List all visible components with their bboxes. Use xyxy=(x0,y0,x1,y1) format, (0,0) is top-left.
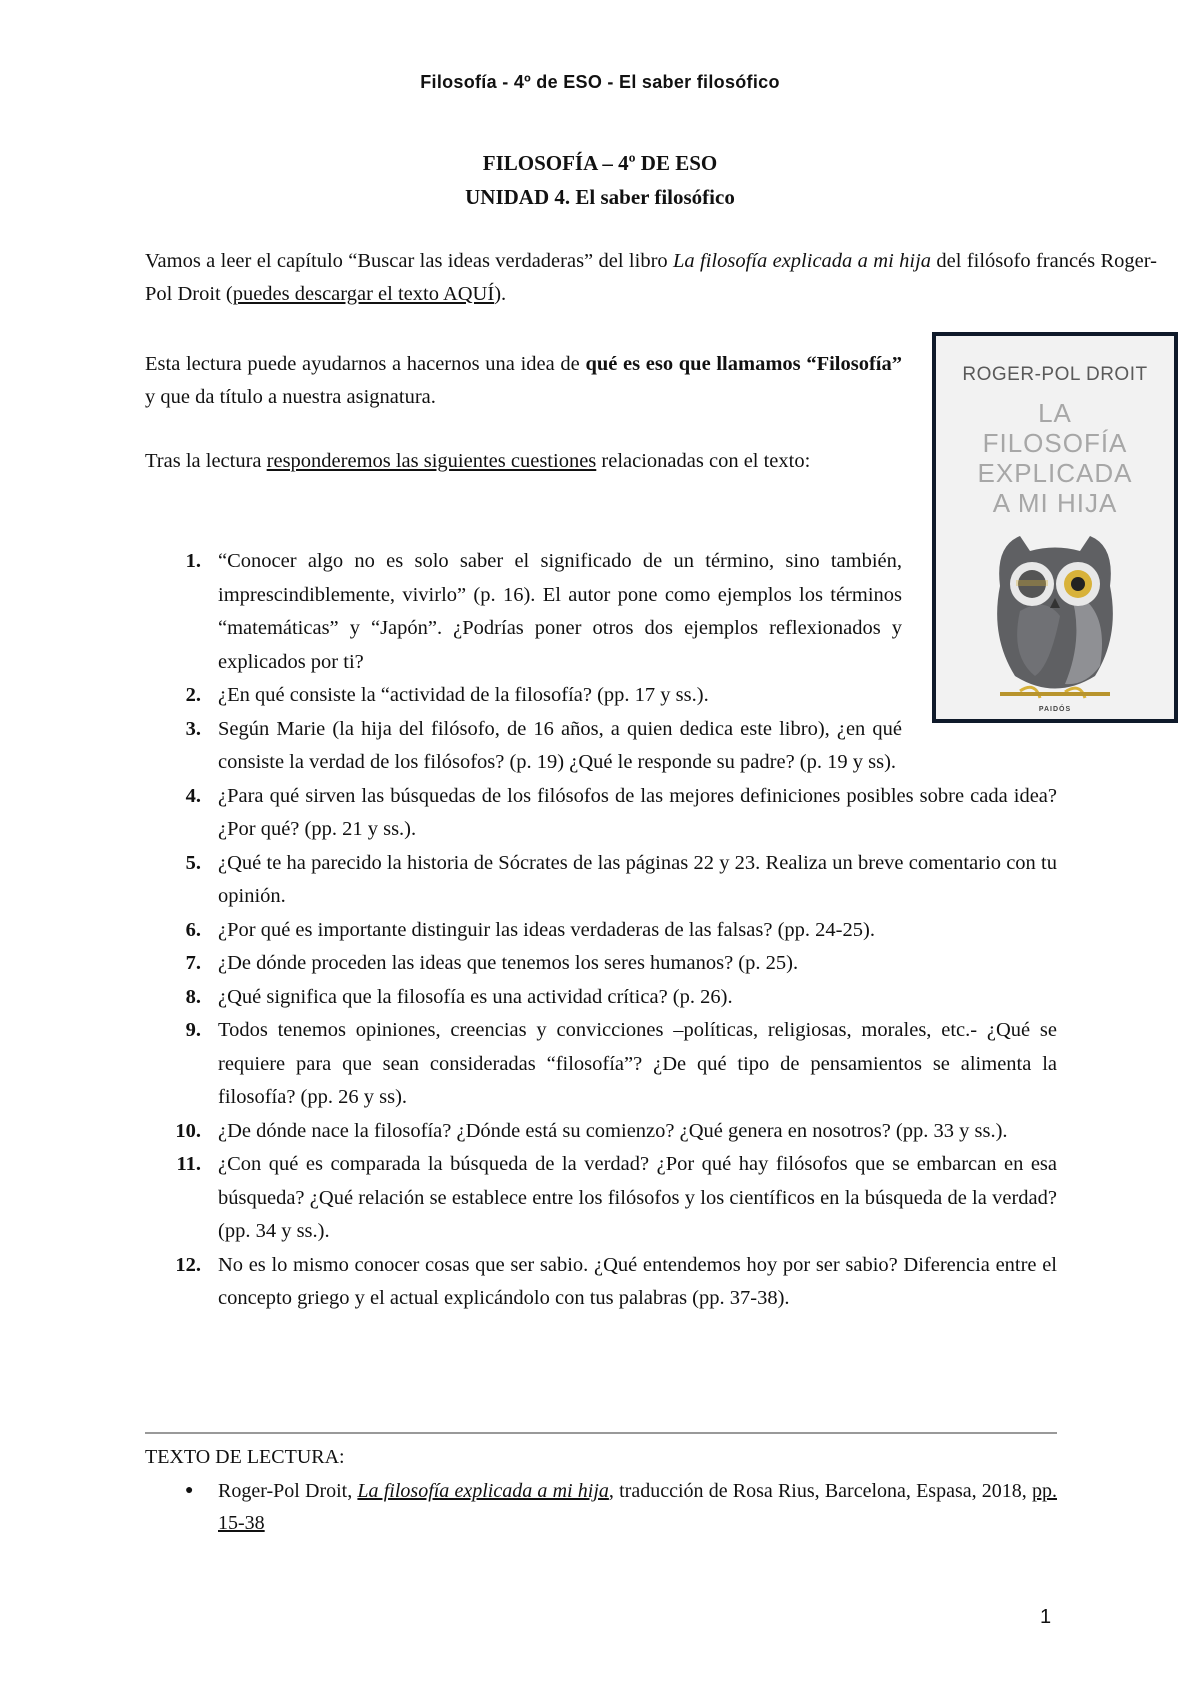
book-cover-title xyxy=(936,398,1174,518)
reading-reference xyxy=(145,1475,1057,1539)
paragraph-2 xyxy=(145,348,902,414)
question-text: ¿De dónde proceden las ideas que tenemos los seres humanos? (p. 25). xyxy=(218,952,799,974)
question-text: ¿Por qué es importante distinguir las ideas verdaderas de las falsas? (pp. 24-25). xyxy=(218,918,875,941)
para3-post: relacionadas con el texto: xyxy=(596,450,811,472)
book-cover-title-line: FILOSOFÍA xyxy=(982,428,1128,458)
question-text: ¿En qué consiste la “actividad de la filosofía? (pp. 17 y ss.). xyxy=(218,684,709,706)
question-number: 7. xyxy=(185,952,201,974)
question-number: 12. xyxy=(175,1253,201,1276)
para3-pre: Tras la lectura xyxy=(145,450,267,472)
questions-list xyxy=(145,545,1057,1316)
list-item xyxy=(145,1249,1057,1316)
book-cover-title-line: A MI HIJA xyxy=(992,488,1118,518)
question-text: ¿Con qué es comparada la búsqueda de la verdad? ¿Por qué hay filósofos que se embarcan en esa búsqueda? ¿Qué relación se establece entre los filósofos y los científicos en la búsqueda de la verdad? (pp. 34 y ss.). xyxy=(218,1153,1057,1242)
book-cover-title-line: EXPLICADA xyxy=(977,458,1133,488)
list-item xyxy=(145,914,1057,948)
list-item xyxy=(145,713,902,780)
book-cover-title-line: LA xyxy=(1038,398,1072,428)
question-text: No es lo mismo conocer cosas que ser sabio. ¿Qué entendemos hoy por ser sabio? Diferencia entre el concepto griego y el actual explicándolo con tus palabras (pp. 37-38). xyxy=(218,1253,1057,1309)
question-number: 8. xyxy=(185,985,201,1008)
question-text: ¿Qué te ha parecido la historia de Sócrates de las páginas 22 y 23. Realiza un breve comentario con tu opinión. xyxy=(218,851,1057,907)
page-header: Filosofía - 4º de ESO - El saber filosófico xyxy=(420,72,780,92)
question-number: 3. xyxy=(185,717,201,740)
page-number: 1 xyxy=(1040,1606,1052,1628)
intro-paragraph xyxy=(145,245,1157,311)
intro-post: ). xyxy=(494,283,507,305)
question-number: 9. xyxy=(185,1019,201,1041)
question-number: 2. xyxy=(185,684,201,706)
list-item xyxy=(145,780,1057,847)
question-number: 1. xyxy=(185,550,201,572)
question-number: 6. xyxy=(185,918,201,941)
reading-pages-link[interactable]: pp. 15-38 xyxy=(218,1480,1058,1534)
reading-heading: TEXTO DE LECTURA: xyxy=(145,1446,345,1468)
question-text: ¿Para qué sirven las búsquedas de los filósofos de las mejores definiciones posibles sobre cada idea? ¿Por qué? (pp. 21 y ss.). xyxy=(218,784,1057,840)
intro-mid: del filósofo francés Roger-Pol Droit ( xyxy=(145,250,1157,305)
question-text: “Conocer algo no es solo saber el significado de un término, sino también, imprescindiblemente, vivirlo” (p. 16). El autor pone como ejemplos los términos “matemáticas” y “Japón”. ¿Podrías poner otros dos ejemplos reflexionados y explicados por ti? xyxy=(218,550,902,673)
reading-book-link[interactable]: La filosofía explicada a mi hija xyxy=(357,1480,609,1502)
download-link[interactable]: puedes descargar el texto AQUÍ xyxy=(232,283,495,305)
document-title xyxy=(0,146,1200,214)
title-line-1: FILOSOFÍA – 4º DE ESO xyxy=(482,151,718,175)
list-item xyxy=(145,1115,1057,1149)
title-line-2: UNIDAD 4. El saber filosófico xyxy=(465,185,735,209)
list-item xyxy=(145,1014,1057,1115)
para2-pre: Esta lectura puede ayudarnos a hacernos una idea de xyxy=(145,353,586,375)
book-title-italic: La filosofía explicada a mi hija xyxy=(673,250,932,272)
question-text: ¿Qué significa que la filosofía es una actividad crítica? (p. 26). xyxy=(218,985,733,1008)
para2-post: y que da título a nuestra asignatura. xyxy=(145,386,436,408)
list-item xyxy=(145,847,1057,914)
question-number: 5. xyxy=(185,851,201,874)
list-item xyxy=(145,679,902,713)
para3-underline: responderemos las siguientes cuestiones xyxy=(266,450,597,472)
list-item xyxy=(145,981,1057,1015)
question-text: ¿De dónde nace la filosofía? ¿Dónde está su comienzo? ¿Qué genera en nosotros? (pp. 33 y ss.). xyxy=(218,1119,1008,1142)
book-cover-author: ROGER-POL DROIT xyxy=(962,364,1148,385)
list-item xyxy=(145,947,1057,981)
bullet-icon: ● xyxy=(185,1483,194,1498)
reading-details: , traducción de Rosa Rius, Barcelona, Espasa, 2018, xyxy=(608,1480,1033,1502)
paragraph-3 xyxy=(145,445,902,478)
question-text: Según Marie (la hija del filósofo, de 16 años, a quien dedica este libro), ¿en qué consiste la verdad de los filósofos? (p. 19) ¿Qué le responde su padre? (p. 19 y ss). xyxy=(218,717,902,773)
question-number: 4. xyxy=(185,784,201,807)
section-divider xyxy=(145,1432,1057,1434)
list-item xyxy=(145,545,902,679)
list-item xyxy=(145,1148,1057,1249)
book-cover-publisher: PAIDÓS xyxy=(1038,706,1072,713)
question-number: 10. xyxy=(175,1119,201,1142)
question-text: Todos tenemos opiniones, creencias y convicciones –políticas, religiosas, morales, etc.- ¿Qué se requiere para que sean consideradas “filosofía”? ¿De qué tipo de pensamientos se alimenta la filosofía? (pp. 26 y ss). xyxy=(218,1019,1057,1108)
question-number: 11. xyxy=(176,1153,201,1175)
para2-bold: qué es eso que llamamos “Filosofía” xyxy=(585,353,902,375)
reading-author: Roger-Pol Droit, xyxy=(218,1480,358,1502)
intro-pre: Vamos a leer el capítulo “Buscar las ideas verdaderas” del libro xyxy=(145,250,674,272)
